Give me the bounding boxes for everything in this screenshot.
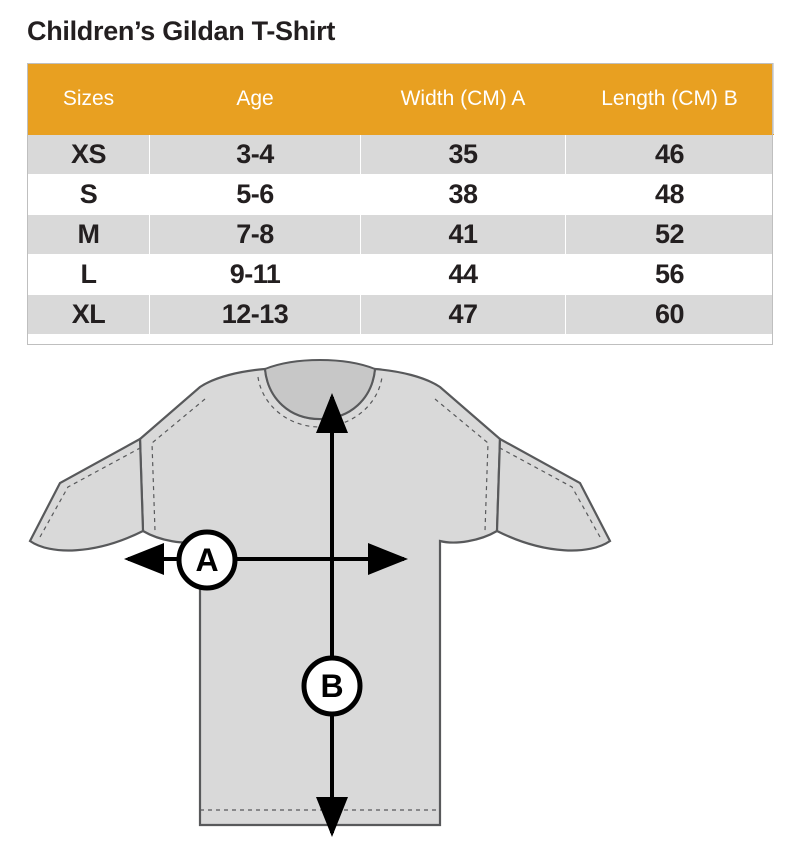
cell-age: 9-11 [150, 255, 361, 295]
cell-length: 48 [566, 175, 774, 215]
table-row [28, 175, 774, 215]
cell-age: 3-4 [150, 135, 361, 175]
tshirt-measurement-diagram [0, 355, 800, 855]
table-header [28, 64, 774, 135]
page-title: Children’s Gildan T-Shirt [27, 16, 336, 46]
cell-age: 7-8 [150, 215, 361, 255]
table-row [28, 255, 774, 295]
column-header-length: Length (CM) B [566, 64, 774, 135]
table-row [28, 135, 774, 175]
cell-width: 44 [361, 255, 566, 295]
cell-size: XS [28, 135, 150, 175]
cell-size: XL [28, 295, 150, 335]
table-header-row [28, 64, 774, 135]
cell-age: 12-13 [150, 295, 361, 335]
size-chart-table [27, 63, 774, 335]
column-header-width: Width (CM) A [361, 64, 566, 135]
cell-length: 52 [566, 215, 774, 255]
table-body [28, 135, 774, 335]
cell-length: 46 [566, 135, 774, 175]
column-header-age: Age [150, 64, 361, 135]
width-label-badge [179, 532, 235, 588]
column-header-sizes: Sizes [28, 64, 150, 135]
width-label-text: A [195, 542, 219, 578]
tshirt-illustration [30, 360, 610, 825]
length-label-text: B [320, 668, 344, 704]
cell-width: 41 [361, 215, 566, 255]
length-label-badge [304, 658, 360, 714]
table-row [28, 215, 774, 255]
cell-age: 5-6 [150, 175, 361, 215]
cell-width: 35 [361, 135, 566, 175]
cell-size: S [28, 175, 150, 215]
cell-width: 38 [361, 175, 566, 215]
cell-length: 56 [566, 255, 774, 295]
cell-length: 60 [566, 295, 774, 335]
table-row [28, 295, 774, 335]
size-chart-table-container [27, 63, 773, 335]
cell-size: M [28, 215, 150, 255]
cell-size: L [28, 255, 150, 295]
cell-width: 47 [361, 295, 566, 335]
